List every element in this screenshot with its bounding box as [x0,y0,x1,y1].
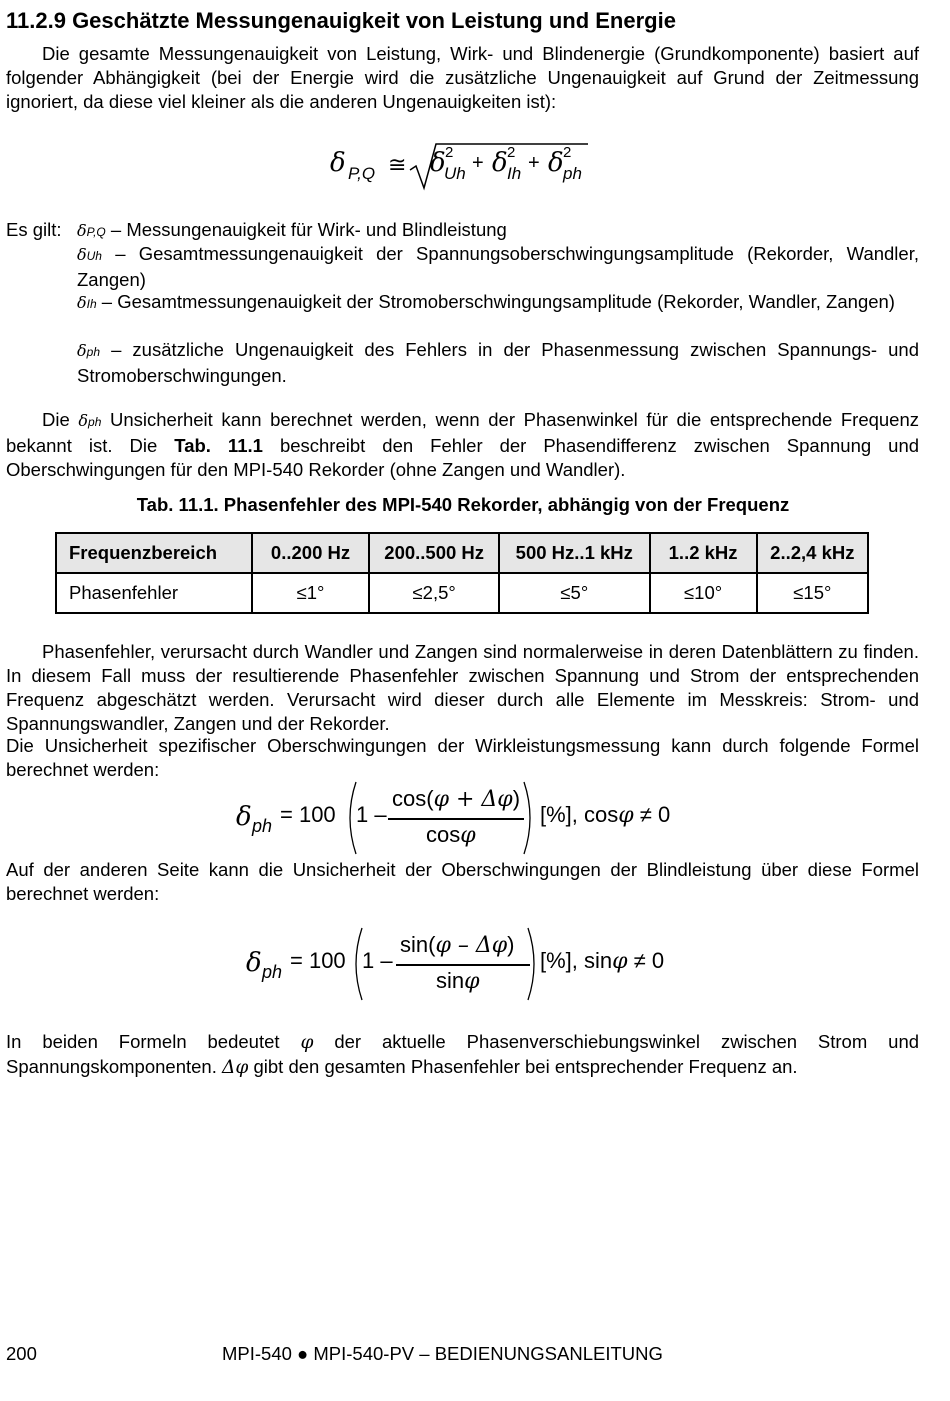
lhs-subscript: P,Q [348,164,376,183]
delta-symbol: δ [330,148,346,178]
formula-explanation-paragraph: In beiden Formeln bedeutet φ der aktuelle Phasenverschiebungswinkel zwischen Strom und Spannungskomponenten. Δφ gibt den gesamten Phasenfehler bei entsprechender Frequenz an. [6,1031,920,1078]
delta-phi-symbol: Δφ [222,1057,249,1078]
plus-sign: + [472,152,484,174]
page-number: 200 [6,1343,37,1364]
fraction-bar [388,818,524,820]
exponent: 2 [445,144,454,161]
definitions-lead: Es gilt: [6,219,62,240]
plus-sign: + [528,152,540,174]
delta-symbol: δ [236,802,252,832]
term3-subscript: ph [563,164,582,183]
definition-item: δIh – Gesamtmessungenauigkeit der Stromoberschwingungsamplitude (Rekorder, Wandler, Zangen) [77,291,895,312]
formula-active-power: δ ph = 100 1 – cos(φ + Δφ) cosφ [%], cosφ ≠ 0 [236,780,706,856]
table-cell: ≤2,5° [369,573,499,613]
table-header-cell: 500 Hz..1 kHz [499,533,649,573]
reactive-power-paragraph: Auf der anderen Seite kann die Unsicherheit der Oberschwingungen der Blindleistung über diese Formel berechnet werden: [6,859,919,904]
definition-item: δUh – Gesamtmessungenauigkeit der Spannungsoberschwingungsamplitude (Rekorder, Wandler, Zangen) [77,243,919,290]
table-header-cell: 1..2 kHz [650,533,757,573]
active-power-paragraph: Die Unsicherheit spezifischer Oberschwingungen der Wirkleistungsmessung kann durch folgende Formel berechnet werden: [6,735,919,780]
definition-item: δph – zusätzliche Ungenauigkeit des Fehlers in der Phasenmessung zwischen Spannungs- und Stromoberschwingungen. [77,339,920,386]
table-header-cell: 2..2,4 kHz [757,533,868,573]
definition-item: δP,Q – Messungenauigkeit für Wirk- und Blindleistung [77,219,507,240]
term1-subscript: Uh [444,164,466,183]
right-paren [520,780,538,856]
term2-subscript: Ih [507,164,522,183]
delta-symbol: δ [77,221,87,240]
phase-uncertainty-paragraph: Die δph Unsicherheit kann berechnet werden, wenn der Phasenwinkel für die entsprechende Frequenz bekannt ist. Die Tab. 11.1 beschreibt den Fehler der Phasendifferenz zwischen Spannung und Oberschwingungen für den MPI-540 Rekorder (ohne Zangen und Wandler). [6,409,920,480]
exponent: 2 [507,144,516,161]
table-cell: Phasenfehler [56,573,252,613]
delta-symbol: δ [78,411,89,430]
table-cell: ≤10° [650,573,757,613]
table-row [56,573,868,613]
formula-reactive-power: δ ph = 100 1 – sin(φ – Δφ) sinφ [%], sinφ ≠ 0 [246,926,706,1002]
table-header-cell: 200..500 Hz [369,533,499,573]
table-caption: Tab. 11.1. Phasenfehler des MPI-540 Rekorder, abhängig von der Frequenz [136,494,790,515]
footer-title: MPI-540 ● MPI-540-PV – BEDIENUNGSANLEITUNG [222,1343,663,1364]
delta-symbol: δ [77,341,87,360]
table-cell: ≤5° [499,573,649,613]
delta-symbol: δ [77,293,87,312]
transducer-paragraph: Phasenfehler, verursacht durch Wandler und Zangen sind normalerweise in deren Datenblättern zu finden. In diesem Fall muss der resultierende Phasenfehler zwischen Spannung und Strom der entsprechenden Frequenz abgeschätzt werden. Verursacht wird dieser durch alle Elemente im Messkreis: Strom- und Spannungswandler, Zangen und der Rekorder. [6,641,919,734]
phase-error-table [55,532,869,614]
phi-symbol: φ [300,1032,314,1053]
table-header-cell: 0..200 Hz [252,533,369,573]
table-header-row [56,533,868,573]
section-title: 11.2.9 Geschätzte Messungenauigkeit von Leistung und Energie [6,8,676,33]
delta-symbol: δ [246,948,262,978]
table-cell: ≤15° [757,573,868,613]
intro-paragraph: Die gesamte Messungenauigkeit von Leistung, Wirk- und Blindenergie (Grundkomponente) basiert auf folgender Abhängigkeit (bei der Energie wird die zusätzliche Ungenauigkeit auf Grund der Zeitmessung ignoriert, da diese viel kleiner als die anderen Ungenauigkeiten ist): [6,43,919,112]
exponent: 2 [563,144,572,161]
table-reference: Tab. 11.1 [174,435,263,456]
fraction-bar [396,964,530,966]
delta-symbol: δ [77,245,87,264]
formula-total-uncertainty: δ P,Q ≅ δ 2 Uh + δ 2 Ih + δ 2 ph [330,138,610,194]
table-header-cell: Frequenzbereich [56,533,252,573]
approx-sign: ≅ [388,152,407,177]
table-cell: ≤1° [252,573,369,613]
